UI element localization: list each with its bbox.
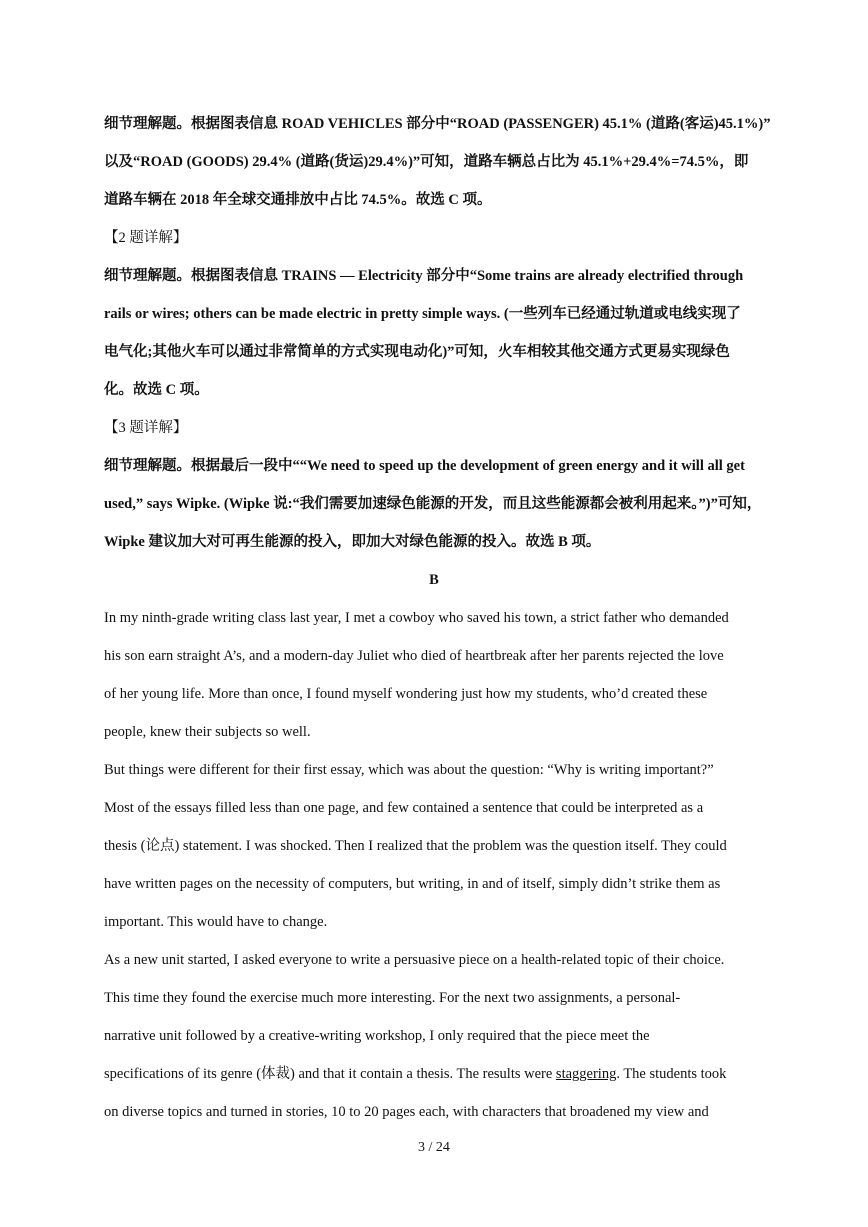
passage-b-p1-line-2: his son earn straight A’s, and a modern-day Juliet who died of heartbreak after her parents rejected the love	[104, 648, 724, 664]
passage-b-p3-line-3: narrative unit followed by a creative-writing workshop, I only required that the piece meet the	[104, 1028, 650, 1044]
passage-b-p2-line-1: But things were different for their first essay, which was about the question: “Why is writing important?”	[104, 762, 714, 778]
passage-b-p2-line-2: Most of the essays filled less than one page, and few contained a sentence that could be interpreted as a	[104, 800, 704, 816]
passage-b-p1-line-4: people, knew their subjects so well.	[104, 724, 311, 740]
answer-2-line-4: 化。故选 C 项。	[104, 382, 209, 398]
underlined-word-staggering: staggering	[555, 1066, 617, 1082]
passage-b-p3-line-4-end: . The students took	[616, 1066, 727, 1082]
question-2-heading: 【2 题详解】	[104, 230, 188, 246]
answer-1-line-1: 细节理解题。根据图表信息 ROAD VEHICLES 部分中“ROAD (PASSENGER) 45.1% (道路(客运)45.1%)”	[104, 116, 771, 132]
passage-b-p3-line-2: This time they found the exercise much more interesting. For the next two assignments, a personal-	[104, 990, 681, 1006]
passage-b-heading: B	[429, 572, 439, 588]
answer-2-line-1: 细节理解题。根据图表信息 TRAINS — Electricity 部分中“Some trains are already electrified through	[104, 268, 744, 284]
passage-b-p2-line-3: thesis (论点) statement. I was shocked. Then I realized that the problem was the question itself. They could	[104, 838, 727, 854]
answer-3-line-3: Wipke 建议加大对可再生能源的投入，即加大对绿色能源的投入。故选 B 项。	[104, 534, 601, 550]
answer-3-line-1: 细节理解题。根据最后一段中““We need to speed up the development of green energy and it will all get	[104, 458, 745, 474]
passage-b-p2-line-5: important. This would have to change.	[104, 914, 328, 930]
passage-b-p1-line-3: of her young life. More than once, I found myself wondering just how my students, who’d created these	[104, 686, 708, 702]
answer-1-line-3: 道路车辆在 2018 年全球交通排放中占比 74.5%。故选 C 项。	[104, 192, 492, 208]
passage-b-p3-line-5: on diverse topics and turned in stories, 10 to 20 pages each, with characters that broadened my view and	[104, 1104, 709, 1120]
answer-1-line-2: 以及“ROAD (GOODS) 29.4% (道路(货运)29.4%)”可知，道路车辆总占比为 45.1%+29.4%=74.5%，即	[104, 154, 749, 170]
passage-b-p2-line-4: have written pages on the necessity of computers, but writing, in and of itself, simply didn’t strike them as	[104, 876, 721, 892]
page-number: 3 / 24	[418, 1140, 450, 1155]
passage-b-p1-line-1: In my ninth-grade writing class last year, I met a cowboy who saved his town, a strict father who demanded	[104, 610, 729, 626]
passage-b-p3-line-4-start: specifications of its genre (体裁) and that it contain a thesis. The results were	[104, 1066, 556, 1082]
answer-3-line-2: used,” says Wipke. (Wipke 说:“我们需要加速绿色能源的开发，而且这些能源都会被利用起来。”)”可知，	[104, 496, 762, 512]
passage-b-p3-line-1: As a new unit started, I asked everyone to write a persuasive piece on a health-related topic of their choice.	[104, 952, 725, 968]
question-3-heading: 【3 题详解】	[104, 420, 188, 436]
answer-2-line-3: 电气化;其他火车可以通过非常简单的方式实现电动化)”可知，火车相较其他交通方式更易实现绿色	[104, 344, 730, 360]
passage-b-p3-line-4	[104, 1064, 764, 1084]
answer-2-line-2: rails or wires; others can be made electric in pretty simple ways. (一些列车已经通过轨道或电线实现了	[104, 306, 741, 322]
